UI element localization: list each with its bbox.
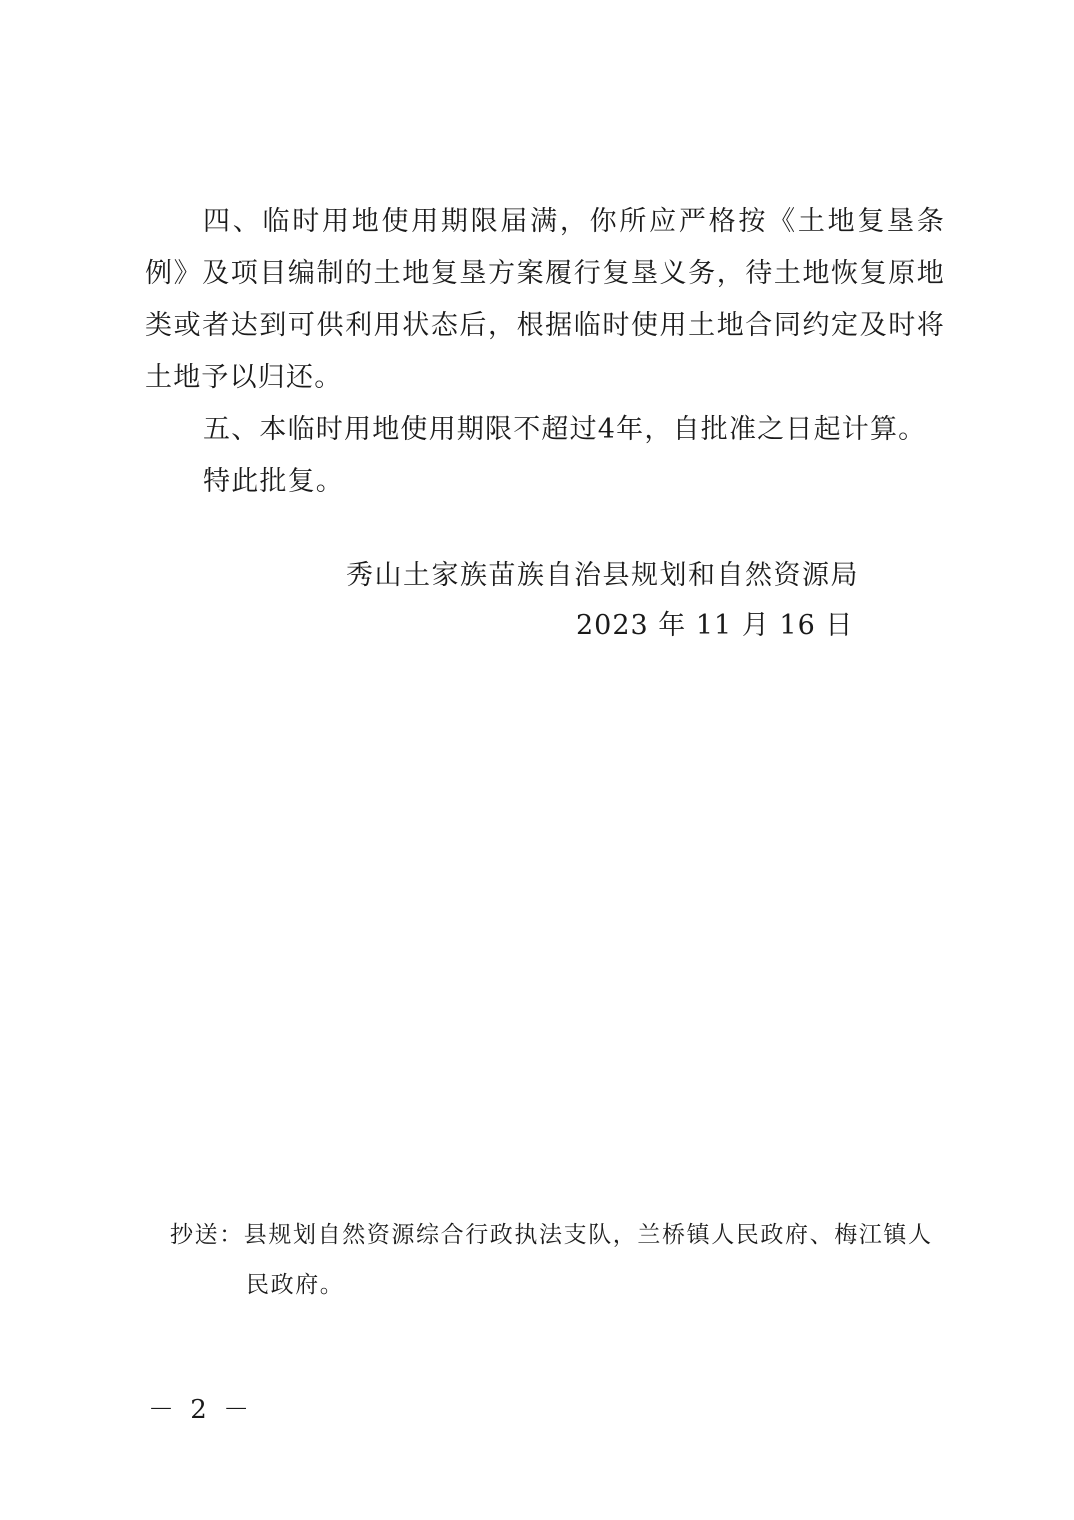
issuing-organization: 秀山土家族苗族自治县规划和自然资源局 [346,560,859,591]
paragraph-four: 四、临时用地使用期限届满，你所应严格按《土地复垦条例》及项目编制的土地复垦方案履行复垦义务，待土地恢复原地类或者达到可供利用状态后，根据临时使用土地合同约定及时将土地予以归还。 [145,206,945,393]
closing-line: 特此批复。 [203,466,344,497]
cc-line-1: 抄送：县规划自然资源综合行政执法支队，兰桥镇人民政府、梅江镇人 [170,1222,933,1248]
page-number: － 2 － [148,1395,254,1425]
issue-date: 2023 年 11 月 16 日 [576,610,854,641]
cc-section [170,1210,945,1310]
cc-line-2: 民政府。 [246,1272,345,1298]
body-text [145,196,945,508]
paragraph-five: 五、本临时用地使用期限不超过4年，自批准之日起计算。 [203,414,927,445]
